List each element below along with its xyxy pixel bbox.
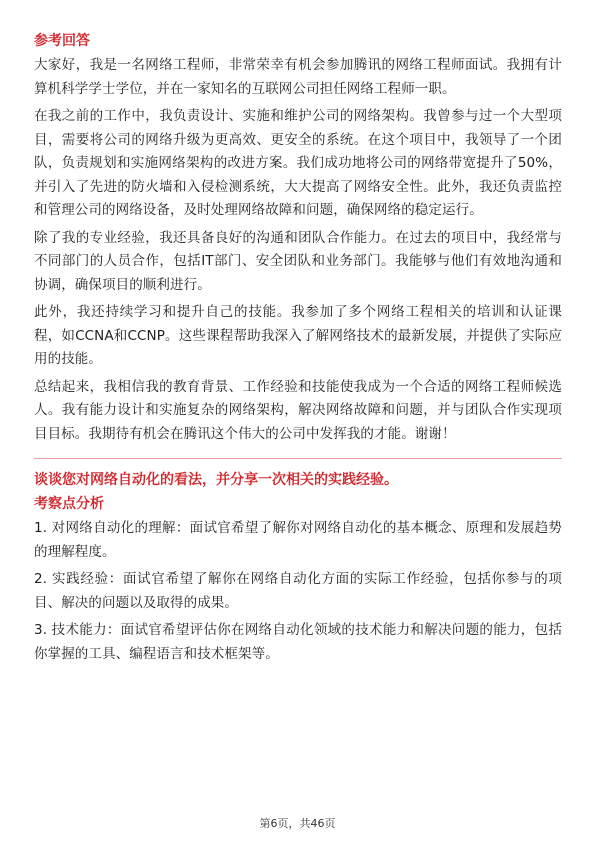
answer-paragraph-2: 在我之前的工作中，我负责设计、实施和维护公司的网络架构。我曾参与过一个大型项目，需要将公司的网络升级为更高效、更安全的系统。在这个项目中，我领导了一个团队，负责规划和实施网络架构的改进方案。我们成功地将公司的网络带宽提升了50%，并引入了先进的防火墙和入侵检测系统，大大提高了网络安全性。此外，我还负责监控和管理公司的网络设备，及时处理网络故障和问题，确保网络的稳定运行。: [34, 108, 562, 218]
question-title: 谈谈您对网络自动化的看法，并分享一次相关的实践经验。: [34, 472, 398, 488]
analysis-item-1: 1. 对网络自动化的理解：面试官希望了解你对网络自动化的基本概念、原理和发展趋势的理解程度。: [34, 520, 562, 560]
answer-paragraph-1: 大家好，我是一名网络工程师，非常荣幸有机会参加腾讯的网络工程师面试。我拥有计算机科学学士学位，并在一家知名的互联网公司担任网络工程师一职。: [34, 57, 562, 97]
answer-paragraph-3: 除了我的专业经验，我还具备良好的沟通和团队合作能力。在过去的项目中，我经常与不同部门的人员合作，包括IT部门、安全团队和业务部门。我能够与他们有效地沟通和协调，确保项目的顺利进行。: [34, 229, 562, 293]
answer-paragraph-5: 总结起来，我相信我的教育背景、工作经验和技能使我成为一个合适的网络工程师候选人。我有能力设计和实施复杂的网络架构，解决网络故障和问题，并与团队合作实现项目目标。我期待有机会在腾讯这个伟大的公司中发挥我的才能。谢谢！: [34, 378, 562, 442]
analysis-item-2: 2. 实践经验：面试官希望了解你在网络自动化方面的实际工作经验，包括你参与的项目、解决的问题以及取得的成果。: [34, 571, 562, 611]
answer-heading: 参考回答: [34, 33, 90, 49]
section-divider: [34, 458, 562, 459]
analysis-item-3: 3. 技术能力：面试官希望评估你在网络自动化领域的技术能力和解决问题的能力，包括你掌握的工具、编程语言和技术框架等。: [34, 622, 562, 662]
answer-paragraph-4: 此外，我还持续学习和提升自己的技能。我参加了多个网络工程相关的培训和认证课程，如CCNA和CCNP。这些课程帮助我深入了解网络技术的最新发展，并提供了实际应用的技能。: [34, 304, 562, 367]
analysis-heading: 考察点分析: [34, 496, 104, 512]
page-footer: 第6页，共46页: [259, 817, 336, 830]
document-page: [34, 30, 562, 670]
